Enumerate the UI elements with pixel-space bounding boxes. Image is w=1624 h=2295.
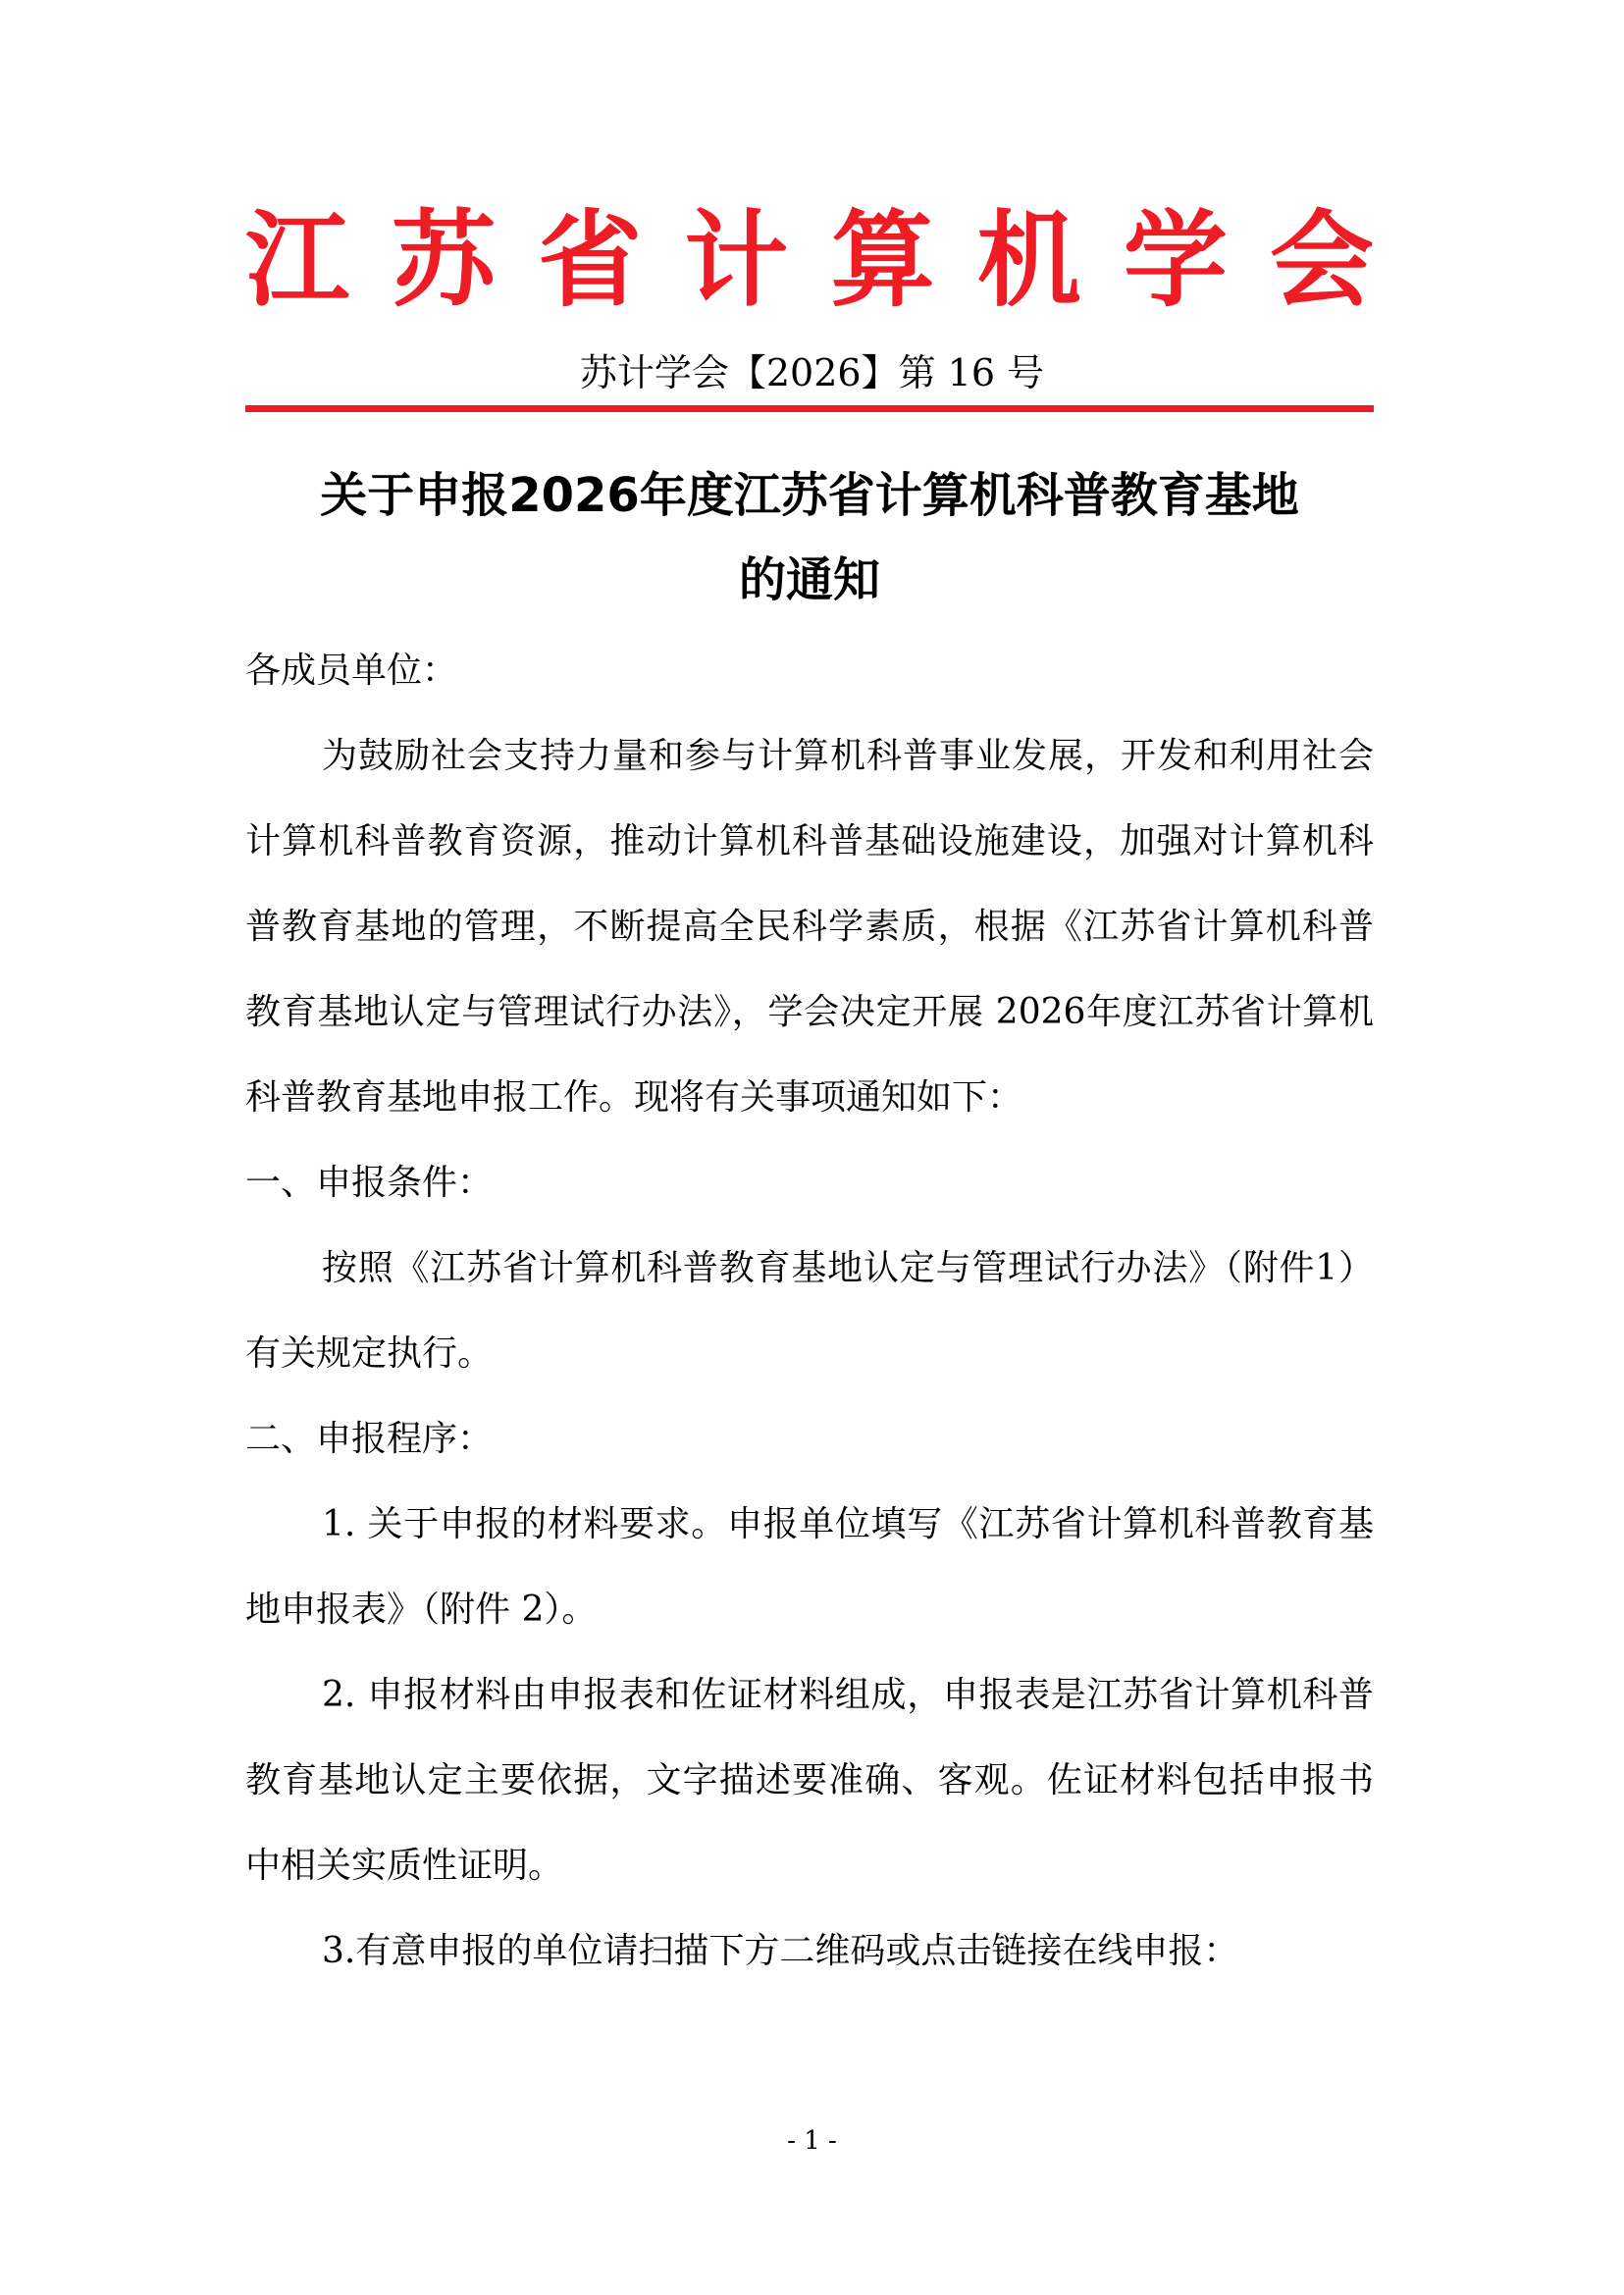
org-name-char: 算	[830, 198, 935, 321]
org-name-char: 省	[538, 198, 643, 321]
letterhead-org-name	[245, 196, 1374, 324]
document-title	[245, 453, 1374, 622]
org-name-char: 江	[245, 198, 349, 321]
title-line-2: 的通知	[738, 552, 880, 607]
org-name-char: 苏	[392, 198, 497, 321]
document-number: 苏计学会【2026】第 16 号	[579, 351, 1045, 394]
section-heading-procedure: 二、申报程序：	[245, 1419, 494, 1459]
page-number: - 1 -	[787, 2126, 837, 2156]
salutation: 各成员单位：	[245, 651, 458, 691]
intro-paragraph: 为鼓励社会支持力量和参与计算机科普事业发展，开发和利用社会计算机科普教育资源，推动计算机科普基础设施建设，加强对计算机科普教育基地的管理，不断提高全民科学素质，根据《江苏省计算机科普教育基地认定与管理试行办法》，学会决定开展 2026年度江苏省计算机科普教育基地申报工作。现将有关事项通知如下：	[245, 736, 1374, 1118]
org-name-char: 机	[976, 198, 1081, 321]
org-name-char: 学	[1123, 198, 1228, 321]
org-name-char: 会	[1269, 198, 1374, 321]
conditions-paragraph: 按照《江苏省计算机科普教育基地认定与管理试行办法》（附件1）有关规定执行。	[245, 1248, 1374, 1374]
title-line-1: 关于申报2026年度江苏省计算机科普教育基地	[320, 468, 1299, 523]
procedure-item-3: 3.有意申报的单位请扫描下方二维码或点击链接在线申报：	[322, 1931, 1239, 1971]
org-name-char: 计	[684, 198, 789, 321]
document-body	[245, 628, 1374, 1994]
letterhead-divider	[245, 405, 1374, 412]
procedure-item-2: 2. 申报材料由申报表和佐证材料组成，申报表是江苏省计算机科普教育基地认定主要依据，文字描述要准确、客观。佐证材料包括申报书中相关实质性证明。	[245, 1675, 1374, 1886]
procedure-item-1: 1. 关于申报的材料要求。申报单位填写《江苏省计算机科普教育基地申报表》（附件 2）。	[245, 1504, 1374, 1630]
section-heading-conditions: 一、申报条件：	[245, 1163, 494, 1203]
